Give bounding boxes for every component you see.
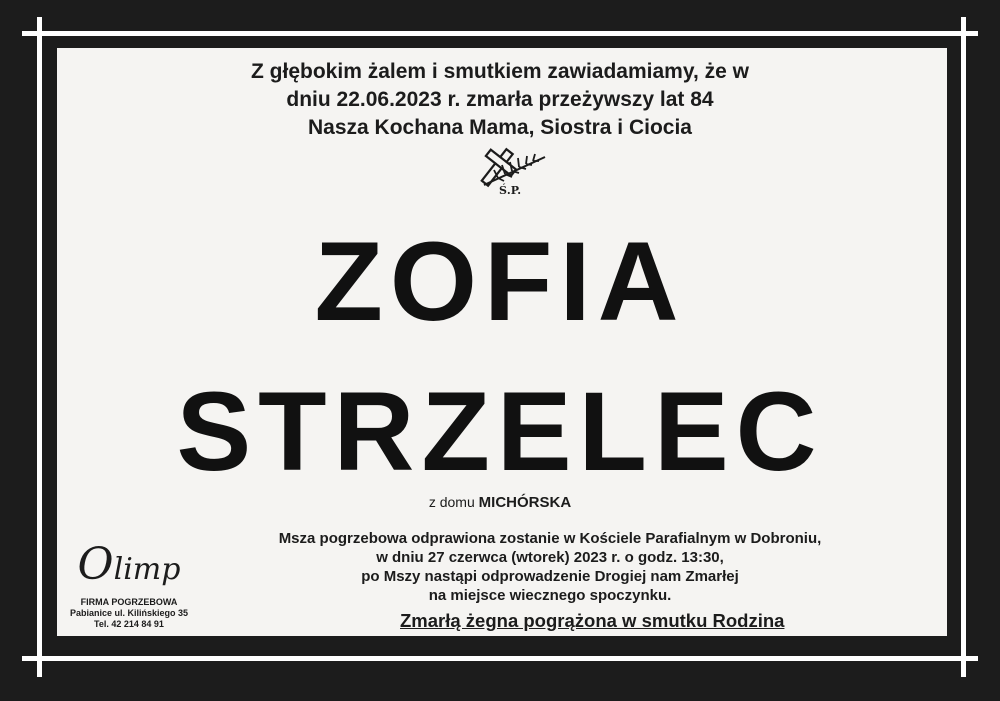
maiden-name: MICHÓRSKA: [478, 494, 572, 511]
funeral-line-3: po Mszy nastąpi odprowadzenie Drogiej nam Zmarłej: [361, 568, 739, 585]
intro-line-3: Nasza Kochana Mama, Siostra i Ciocia: [308, 116, 692, 139]
intro-line-2: dniu 22.06.2023 r. zmarła przeżywszy lat 84: [286, 88, 714, 111]
top-white-line: [22, 31, 978, 36]
olimp-logo: Olimp: [77, 539, 181, 590]
funeral-line-1: Msza pogrzebowa odprawiona zostanie w Kościele Parafialnym w Dobroniu,: [278, 530, 822, 547]
company-name: FIRMA POGRZEBOWA: [80, 597, 178, 607]
maiden-prefix: z domu: [428, 494, 475, 510]
funeral-home-logo: [64, 539, 194, 630]
funeral-line-4: na miejsce wiecznego spoczynku.: [428, 587, 672, 604]
funeral-info: [150, 529, 950, 605]
last-name: STRZELEC: [176, 369, 824, 494]
sp-label: Ś.P.: [498, 184, 522, 197]
farewell-text: Zmarłą żegna pogrążona w smutku Rodzina: [400, 610, 785, 631]
maiden-name-line: [0, 494, 1000, 511]
intro-line-1: Z głębokim żalem i smutkiem zawiadamiamy, że w: [251, 60, 749, 83]
bottom-white-line: [22, 656, 978, 661]
intro-text: [0, 58, 1000, 142]
company-phone: Tel. 42 214 84 91: [94, 619, 164, 629]
company-address: Pabianice ul. Kilińskiego 35: [69, 608, 189, 618]
first-name: ZOFIA: [314, 219, 686, 344]
funeral-line-2: w dniu 27 czerwca (wtorek) 2023 r. o godz. 13:30,: [376, 549, 724, 566]
